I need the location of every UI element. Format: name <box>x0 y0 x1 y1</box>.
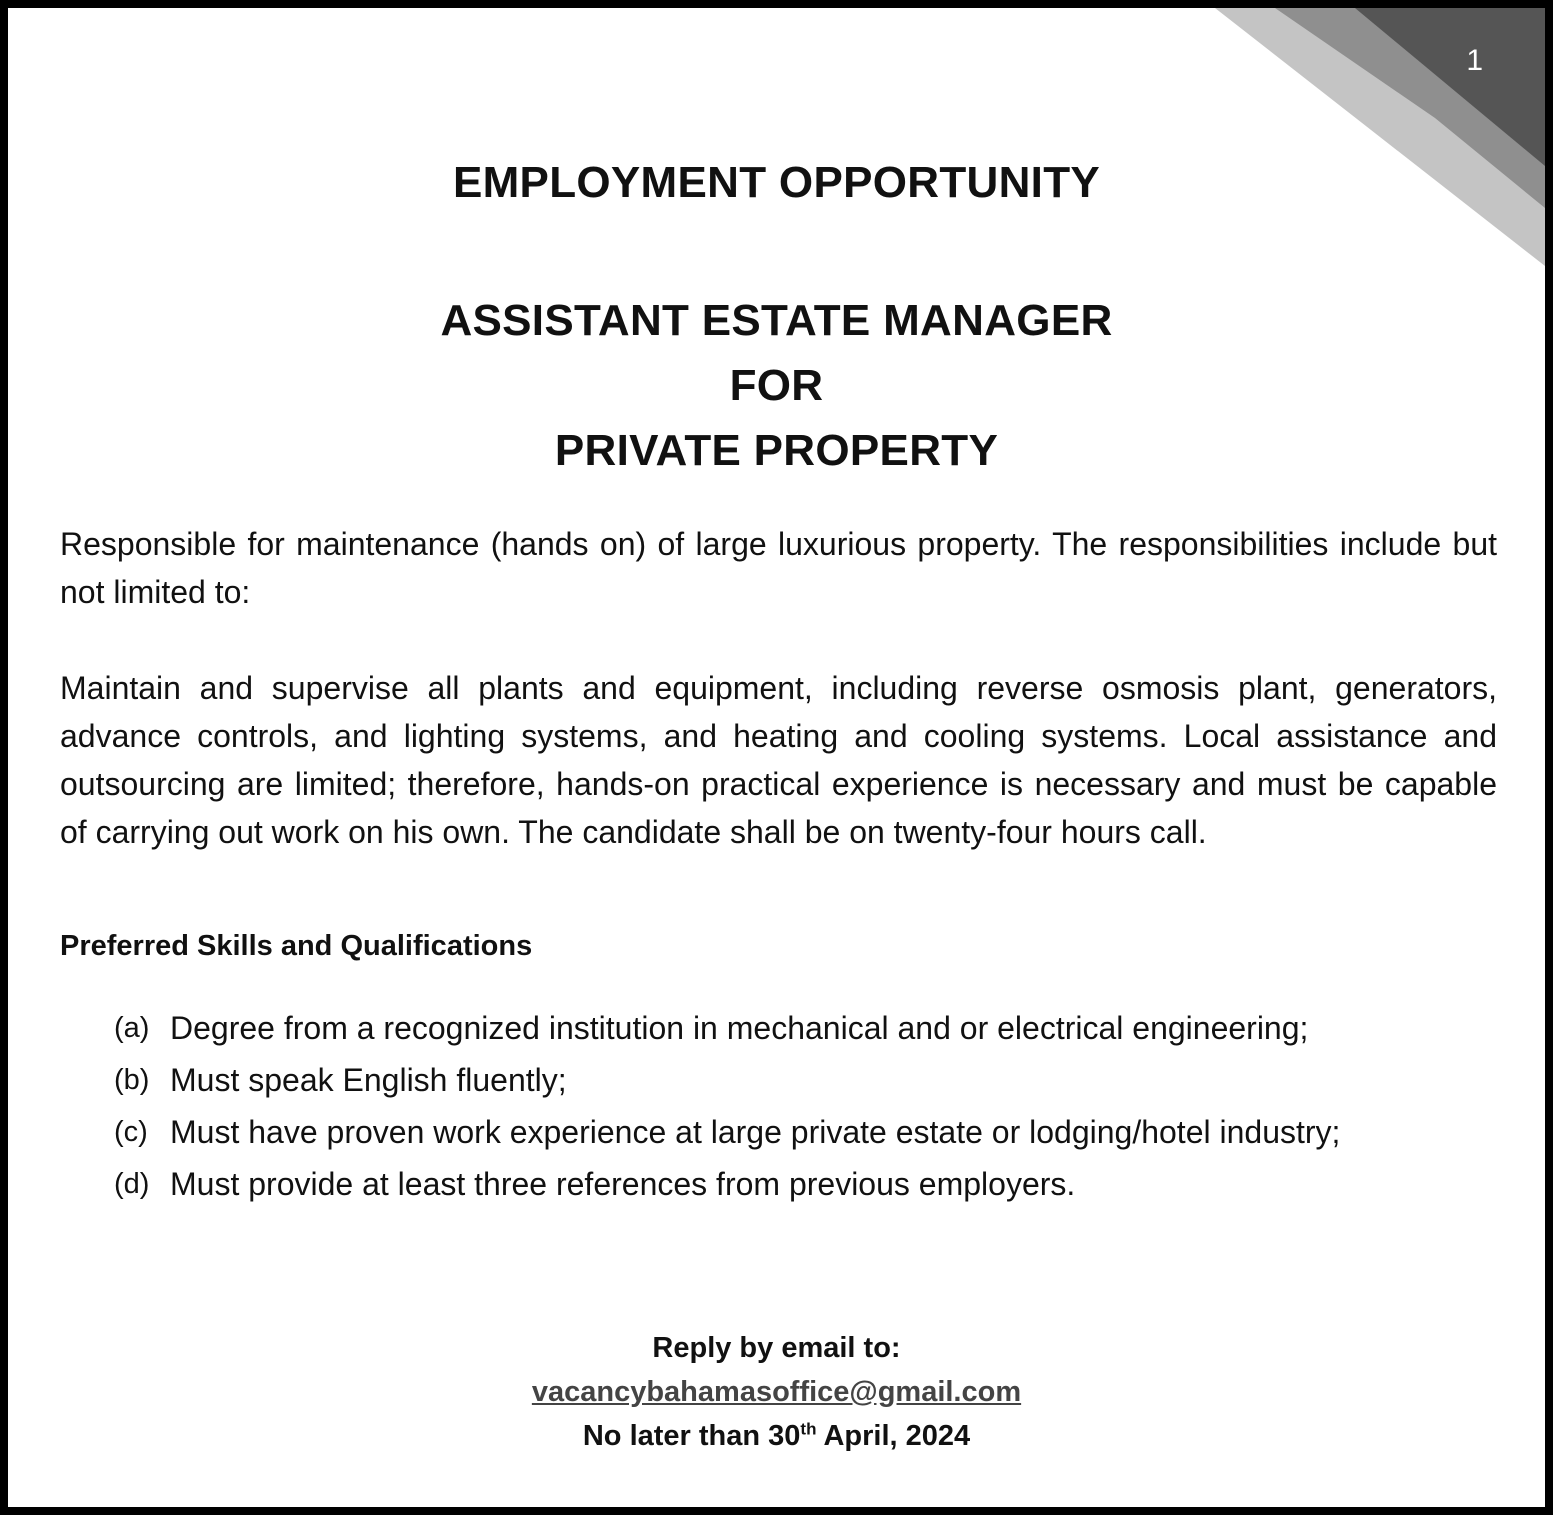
list-marker: (b) <box>114 1064 150 1096</box>
list-marker: (a) <box>114 1012 150 1044</box>
list-item-text: Must speak English fluently; <box>170 1062 567 1098</box>
reply-label: Reply by email to: <box>652 1332 901 1364</box>
duties-paragraph: Maintain and supervise all plants and equipment, including reverse osmosis plant, generators, advance controls, and lighting systems, and heating and cooling systems. Local assistance and outsourcing are limited; therefore, hands-on practical experience is necessary and must be capable of carrying out work on his own. The candidate shall be on twenty-four hours call. <box>60 670 1497 850</box>
position-title-line-1: ASSISTANT ESTATE MANAGER <box>440 296 1113 345</box>
corner-decoration <box>1205 8 1545 273</box>
skills-heading: Preferred Skills and Qualifications <box>60 930 533 962</box>
deadline-prefix: No later than 30 <box>582 1420 801 1452</box>
list-item-text: Degree from a recognized institution in mechanical and or electrical engineering; <box>170 1010 1309 1046</box>
list-item <box>114 1054 1340 1106</box>
page-number: 1 <box>1466 44 1483 77</box>
deadline-suffix: April, 2024 <box>816 1420 971 1452</box>
list-item-text: Must provide at least three references from previous employers. <box>170 1166 1076 1202</box>
deadline <box>8 1414 1545 1458</box>
list-marker: (d) <box>114 1168 150 1200</box>
document-title: EMPLOYMENT OPPORTUNITY <box>452 158 1101 207</box>
position-title <box>8 288 1545 483</box>
list-item <box>114 1002 1340 1054</box>
list-item-text: Must have proven work experience at large private estate or lodging/hotel industry; <box>170 1114 1341 1150</box>
list-marker: (c) <box>114 1116 148 1148</box>
position-title-line-2: FOR <box>729 361 824 410</box>
email-link[interactable]: vacancybahamasoffice@gmail.com <box>531 1376 1022 1408</box>
intro-paragraph: Responsible for maintenance (hands on) of large luxurious property. The responsibilities include but not limited to: <box>60 526 1497 610</box>
reply-section <box>8 1326 1545 1458</box>
position-title-line-3: PRIVATE PROPERTY <box>554 426 999 475</box>
skills-list <box>114 1002 1340 1210</box>
list-item <box>114 1158 1340 1210</box>
list-item <box>114 1106 1340 1158</box>
deadline-superscript: th <box>800 1419 817 1439</box>
